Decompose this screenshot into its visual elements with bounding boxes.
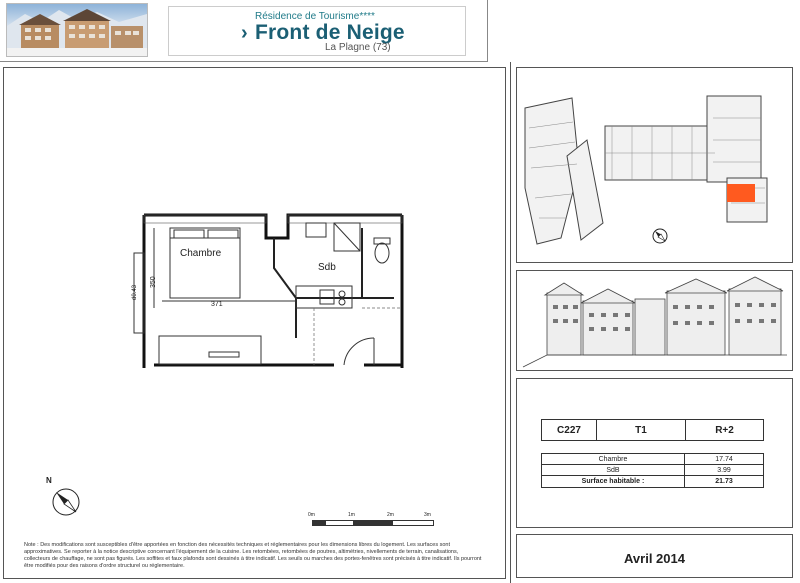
facade-panel [516,270,793,371]
residence-title: Front de Neige [255,21,405,44]
window-dimension: d0.43 [132,284,138,300]
residence-photo [6,3,148,57]
plan-date: Avril 2014 [624,551,685,566]
unit-floor: R+2 [686,420,764,441]
floor-plan-drawing [4,68,505,388]
legal-notes: Note : Des modifications sont susceptibles d'être apportées en fonction des nécessités techniques et réglementaires pour les dimensions libres du logement. Les surfaces sont approximatives. Se reporter à la notice descriptive concernant l'équipement de la cuisine. Les retombées, retombées de poutres, altimétries, nivellements de terrain, canalisations, collecteurs de chauffage, ne sont pas figurés. Les soffites et faux plafonds sont dessinés à titre indicatif. Les seuils ou marches des portes-fenêtres sont précisés à titre indicatif. Ils pourront être modifiés pour des raisons d'ordre structurel ou réglementaire. [24,542,482,569]
site-plan-panel [516,67,793,263]
unit-info-panel [516,378,793,528]
unit-ref: C227 [542,420,597,441]
residence-location: La Plagne (73) [325,42,391,53]
area-table [541,453,764,488]
total-area-value: 21.73 [685,476,764,488]
area-label: SdB [542,465,685,476]
unit-highlight [727,184,755,202]
area-label: Chambre [542,454,685,465]
room-label-sdb: Sdb [318,262,336,273]
scale-label-3: 3m [424,512,431,518]
scale-label-0: 0m [308,512,315,518]
brand-box [168,6,466,56]
total-area-label: Surface habitable : [542,476,685,488]
scale-label-1: 1m [348,512,355,518]
facade-drawing [517,271,792,370]
site-plan-drawing [517,68,792,262]
unit-type: T1 [597,420,686,441]
area-value: 17.74 [685,454,764,465]
date-panel [516,534,793,578]
dimension-depth: 350 [150,276,157,288]
floor-plan-panel [3,67,506,579]
residence-subtitle: Résidence de Tourisme**** [255,11,375,22]
area-value: 3.99 [685,465,764,476]
room-label-chambre: Chambre [180,248,222,259]
scale-bar [312,520,434,526]
compass-icon [48,484,84,525]
column-divider [510,62,511,583]
dimension-width: 371 [211,301,223,308]
header-divider [0,61,488,62]
unit-id-table [541,419,764,441]
chevron-right-icon: › [241,22,248,44]
scale-label-2: 2m [387,512,394,518]
north-label: N [46,476,52,485]
header-edge [487,0,488,62]
